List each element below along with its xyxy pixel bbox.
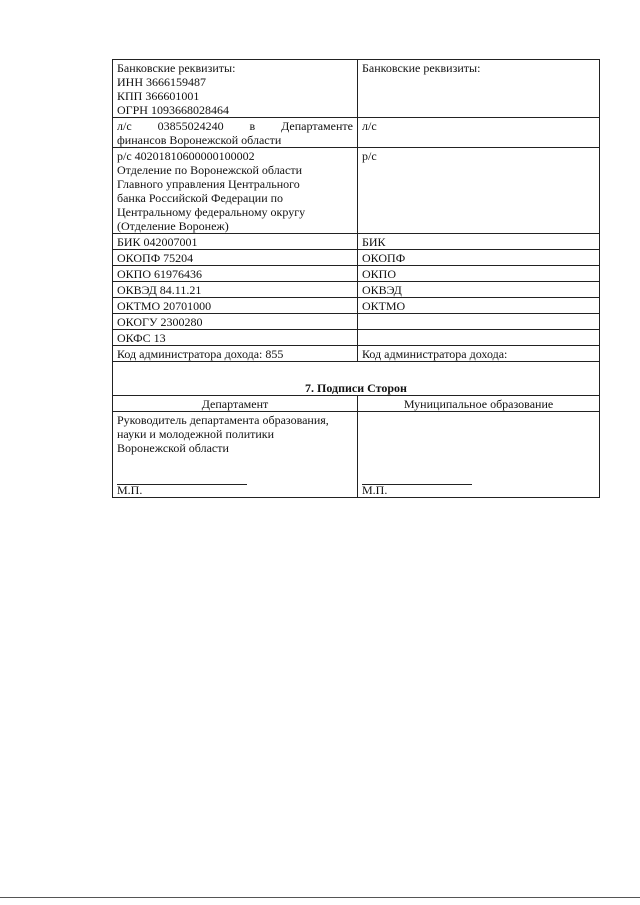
left-rs-cell	[113, 148, 358, 234]
right-rs-cell: р/с	[358, 148, 600, 234]
table-row	[113, 282, 600, 298]
left-code-cell: ОКВЭД 84.11.21	[113, 282, 358, 298]
rs-line: р/с 40201810600000100002	[117, 149, 255, 163]
rs-line: Центральному федеральному округу	[117, 205, 306, 219]
signatory-line: Руководитель департамента образования,	[117, 413, 329, 427]
table-row	[113, 118, 600, 148]
page-bottom-edge	[0, 897, 640, 898]
signatory-line: Воронежской области	[117, 441, 229, 455]
table-row	[113, 330, 600, 346]
seal-place-label: М.П.	[362, 483, 388, 497]
table-row	[113, 60, 600, 118]
right-code-cell	[358, 314, 600, 330]
right-ls-cell: л/с	[358, 118, 600, 148]
left-header-line: ОГРН 1093668028464	[117, 103, 229, 117]
left-signature-cell	[113, 412, 358, 498]
section-title: 7. Подписи Сторон	[113, 375, 600, 396]
rs-line: Главного управления Центрального	[117, 177, 300, 191]
right-code-cell: БИК	[358, 234, 600, 250]
left-code-cell: ОКОПФ 75204	[113, 250, 358, 266]
table-row	[113, 148, 600, 234]
table-row	[113, 266, 600, 282]
left-code-cell: ОКФС 13	[113, 330, 358, 346]
requisites-table	[112, 59, 600, 498]
right-signature-cell	[358, 412, 600, 498]
ls-number: 03855024240	[157, 119, 224, 133]
table-row	[113, 375, 600, 396]
left-code-cell: Код администратора дохода: 855	[113, 346, 358, 362]
right-code-cell: ОКПО	[358, 266, 600, 282]
left-code-cell: ОКПО 61976436	[113, 266, 358, 282]
left-party-header: Департамент	[113, 396, 358, 412]
table-row	[113, 234, 600, 250]
signatory-line: науки и молодежной политики	[117, 427, 275, 441]
right-party-header: Муниципальное образование	[358, 396, 600, 412]
right-code-cell: ОКТМО	[358, 298, 600, 314]
ls-department: Департаменте	[281, 119, 353, 133]
ls-label: л/с	[117, 119, 132, 133]
table-row	[113, 412, 600, 498]
left-code-cell: ОКТМО 20701000	[113, 298, 358, 314]
right-code-cell: ОКОПФ	[358, 250, 600, 266]
rs-line: банка Российской Федерации по	[117, 191, 284, 205]
table-row	[113, 250, 600, 266]
right-code-cell: ОКВЭД	[358, 282, 600, 298]
seal-place-label: М.П.	[117, 483, 143, 497]
right-code-cell: Код администратора дохода:	[358, 346, 600, 362]
rs-line: Отделение по Воронежской области	[117, 163, 302, 177]
ls-rest: финансов Воронежской области	[117, 133, 282, 147]
left-requisites-header	[113, 60, 358, 118]
ls-preposition: в	[249, 119, 256, 133]
table-spacer-row	[113, 362, 600, 376]
table-row	[113, 396, 600, 412]
left-header-line: ИНН 3666159487	[117, 75, 206, 89]
table-row	[113, 346, 600, 362]
left-header-line: КПП 366601001	[117, 89, 200, 103]
left-code-cell: БИК 042007001	[113, 234, 358, 250]
left-header-line: Банковские реквизиты:	[117, 61, 236, 75]
table-row	[113, 298, 600, 314]
right-code-cell	[358, 330, 600, 346]
rs-line: (Отделение Воронеж)	[117, 219, 229, 233]
table-row	[113, 314, 600, 330]
right-requisites-header: Банковские реквизиты:	[358, 60, 600, 118]
left-ls-cell	[113, 118, 358, 148]
left-code-cell: ОКОГУ 2300280	[113, 314, 358, 330]
